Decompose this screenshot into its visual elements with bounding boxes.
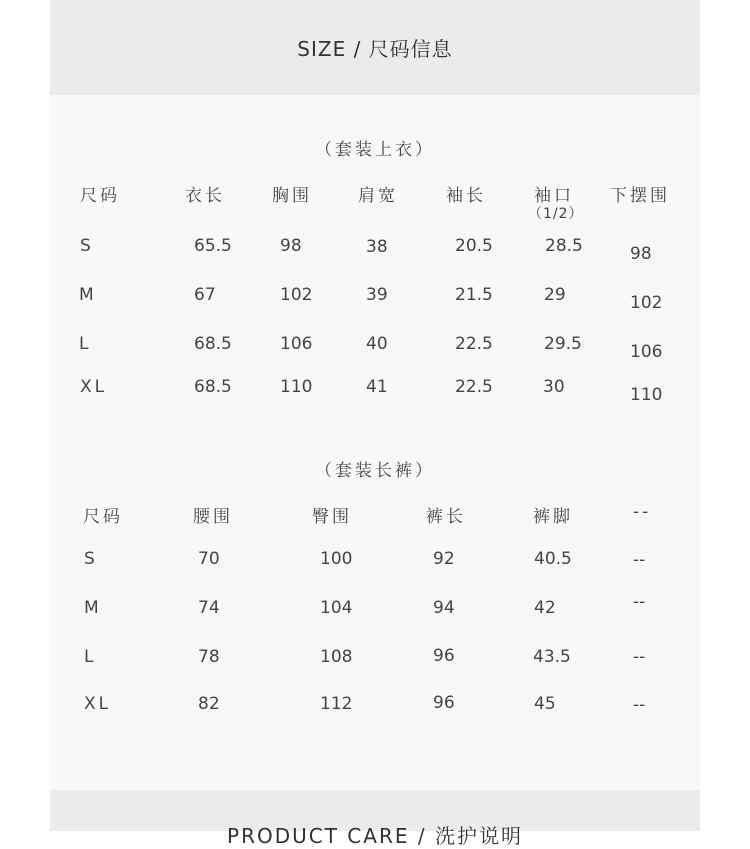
top-row-xl-chest: 110	[280, 377, 313, 397]
top-row-m-hem: 102	[630, 293, 663, 313]
top-row-xl-hem: 110	[630, 385, 663, 405]
top-row-m-length: 67	[194, 285, 216, 305]
bottom-row-xl-waist: 82	[198, 694, 220, 714]
top-row-l-length: 68.5	[194, 334, 232, 354]
bottom-row-l-size: L	[84, 647, 94, 667]
top-row-s-length: 65.5	[194, 236, 232, 256]
top-row-l-shoulder: 40	[366, 334, 388, 354]
bottom-row-s-size: S	[84, 549, 95, 569]
bottom-header-size: 尺码	[83, 507, 123, 527]
bottom-row-m-leg-opening: 42	[534, 598, 556, 618]
bottom-row-m-size: M	[84, 598, 99, 618]
top-header-size: 尺码	[80, 186, 120, 206]
top-row-s-sleeve: 20.5	[455, 236, 493, 256]
bottom-header-leg-opening: 裤脚	[533, 507, 573, 527]
top-row-l-hem: 106	[630, 342, 663, 362]
top-row-s-cuff: 28.5	[545, 236, 583, 256]
bottom-row-xl-hip: 112	[320, 694, 353, 714]
bottom-row-xl-empty: --	[633, 695, 646, 715]
top-row-m-shoulder: 39	[366, 285, 388, 305]
bottom-row-s-pant-length: 92	[433, 549, 455, 569]
top-row-s-chest: 98	[280, 236, 302, 256]
bottom-header-pant-length: 裤长	[426, 507, 466, 527]
bottom-header-empty: --	[633, 502, 652, 522]
top-row-xl-size: XL	[80, 377, 108, 397]
top-row-m-sleeve: 21.5	[455, 285, 493, 305]
top-row-m-cuff: 29	[544, 285, 566, 305]
bottom-row-xl-leg-opening: 45	[534, 694, 556, 714]
bottom-row-s-waist: 70	[198, 549, 220, 569]
bottom-row-xl-size: XL	[84, 694, 112, 714]
bottom-row-s-hip: 100	[320, 549, 353, 569]
top-header-length: 衣长	[185, 186, 225, 206]
size-tables	[50, 95, 700, 790]
footer-band	[50, 790, 700, 848]
top-row-xl-length: 68.5	[194, 377, 232, 397]
top-header-shoulder: 肩宽	[358, 186, 398, 206]
bottom-row-s-empty: --	[633, 550, 646, 570]
top-row-l-cuff: 29.5	[544, 334, 582, 354]
bottom-row-l-hip: 108	[320, 647, 353, 667]
bottom-row-s-leg-opening: 40.5	[534, 549, 572, 569]
top-row-s-shoulder: 38	[366, 237, 388, 257]
bottom-row-l-waist: 78	[198, 647, 220, 667]
top-row-xl-shoulder: 41	[366, 377, 388, 397]
bottom-row-l-pant-length: 96	[433, 646, 455, 666]
bottom-row-l-empty: --	[633, 647, 646, 667]
top-header-sleeve: 袖长	[446, 186, 486, 206]
top-row-l-size: L	[79, 334, 89, 354]
top-header-chest: 胸围	[272, 186, 312, 206]
top-row-s-hem: 98	[630, 244, 652, 264]
bottom-row-l-leg-opening: 43.5	[533, 647, 571, 667]
top-row-m-size: M	[79, 285, 94, 305]
bottom-row-m-empty: --	[633, 592, 646, 612]
top-table-title: （套装上衣）	[315, 140, 435, 160]
top-header-hem: 下摆围	[610, 186, 670, 206]
top-row-xl-sleeve: 22.5	[455, 377, 493, 397]
size-info-page	[50, 0, 700, 848]
top-header-cuff-note: （1/2）	[528, 206, 584, 222]
product-care-heading: PRODUCT CARE / 洗护说明	[227, 824, 523, 848]
bottom-row-xl-pant-length: 96	[433, 693, 455, 713]
bottom-header-waist: 腰围	[193, 507, 233, 527]
header-band	[50, 0, 700, 95]
section-heading: SIZE / 尺码信息	[297, 37, 453, 61]
top-row-s-size: S	[80, 236, 91, 256]
top-row-l-chest: 106	[280, 334, 313, 354]
bottom-row-m-pant-length: 94	[433, 598, 455, 618]
top-header-cuff: 袖口	[534, 186, 574, 206]
bottom-row-m-hip: 104	[320, 598, 353, 618]
bottom-row-m-waist: 74	[198, 598, 220, 618]
bottom-header-hip: 臀围	[312, 507, 352, 527]
top-row-m-chest: 102	[280, 285, 313, 305]
top-row-l-sleeve: 22.5	[455, 334, 493, 354]
top-row-xl-cuff: 30	[543, 377, 565, 397]
bottom-table-title: （套装长裤）	[315, 461, 435, 481]
